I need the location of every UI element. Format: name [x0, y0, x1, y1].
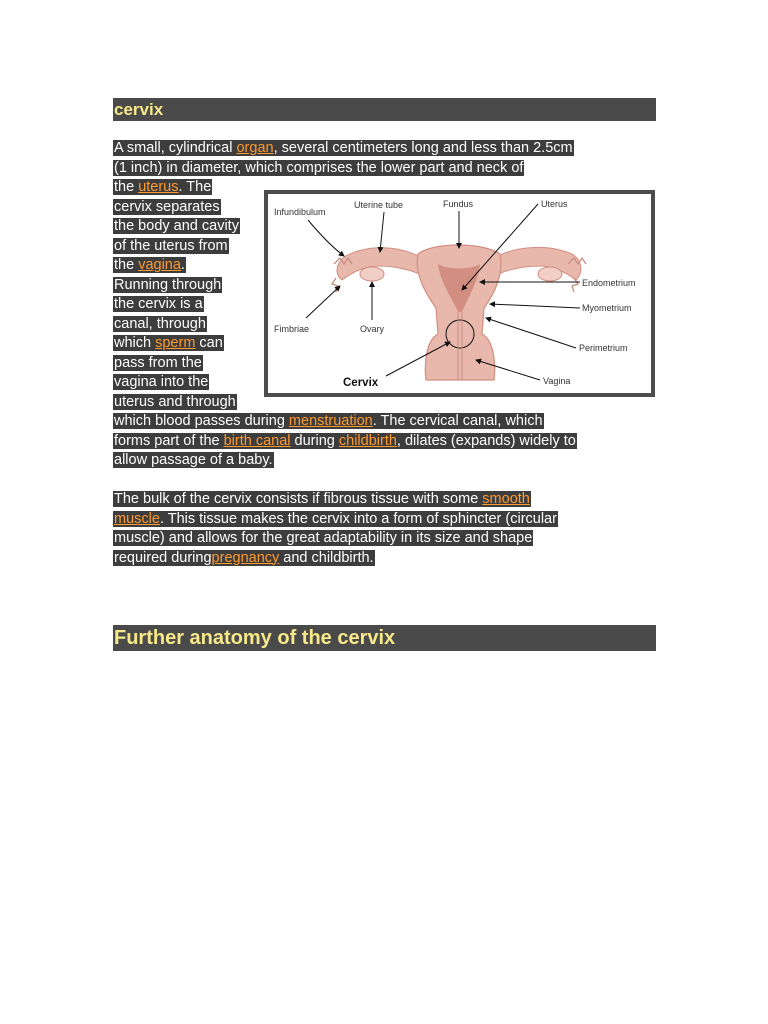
text-segment: the [114, 257, 139, 273]
label-cervix: Cervix [343, 377, 379, 389]
left-ovary [360, 267, 384, 281]
uterus-shape [332, 245, 586, 380]
text-segment: A small, cylindrical [114, 140, 237, 156]
text-line: cervix separates [114, 198, 220, 215]
label-uterus: Uterus [541, 199, 568, 209]
label-endometrium: Endometrium [582, 278, 636, 288]
text-segment: and childbirth. [279, 549, 374, 566]
link-smooth-muscle-part2[interactable]: muscle [114, 510, 160, 527]
label-uterine-tube: Uterine tube [354, 200, 404, 210]
text-line: the cervix is a [114, 296, 203, 312]
text-segment: forms part of the [114, 432, 224, 449]
text-segment: The bulk of the cervix consists if fibrous tissue with some [114, 491, 483, 507]
link-pregnancy[interactable]: pregnancy [211, 549, 280, 566]
label-fimbriae: Fimbriae [274, 324, 310, 334]
label-fundus: Fundus [443, 199, 474, 209]
link-sperm[interactable]: sperm [155, 335, 196, 351]
text-segment: can [195, 335, 223, 351]
label-infundibulum: Infundibulum [274, 207, 326, 217]
uterus-body [417, 245, 501, 380]
text-line: the body and cavity [114, 218, 239, 234]
leader-myometrium [490, 304, 580, 308]
text-line: uterus and through [114, 393, 236, 410]
section-heading-cervix: cervix [113, 98, 656, 121]
link-uterus[interactable]: uterus [138, 179, 179, 195]
text-segment: . [180, 257, 185, 273]
leader-perimetrium [486, 318, 576, 348]
label-vagina: Vagina [543, 376, 571, 386]
text-segment: which blood passes during [114, 413, 289, 429]
right-ovary [538, 267, 562, 281]
link-organ[interactable]: organ [236, 140, 274, 156]
link-vagina[interactable]: vagina [138, 257, 181, 273]
text-segment: the [114, 179, 139, 195]
text-line: allow passage of a baby. [114, 452, 273, 468]
leader-uterine-tube [380, 212, 384, 252]
link-menstruation[interactable]: menstruation [288, 413, 373, 429]
diagram-canvas [268, 194, 651, 393]
text-line: muscle) and allows for the great adaptability in its size and shape [114, 530, 533, 546]
cervix-tissue-paragraph [113, 490, 658, 568]
text-segment: , several centimeters long and less than 2.5cm [273, 140, 573, 156]
uterus-illustration [268, 194, 651, 393]
text-line: Running through [114, 276, 222, 293]
text-segment: . The [178, 179, 212, 195]
text-line: vagina into the [114, 374, 209, 390]
text-line: pass from the [114, 354, 202, 371]
text-line: of the uterus from [114, 237, 228, 254]
text-line: canal, through [114, 315, 206, 332]
link-childbirth[interactable]: childbirth [338, 432, 397, 449]
text-segment: . The cervical canal, which [372, 413, 543, 429]
leader-fimbriae [306, 286, 340, 318]
text-segment: , dilates (expands) widely to [396, 432, 576, 449]
text-segment: which [114, 335, 156, 351]
label-perimetrium: Perimetrium [579, 343, 628, 353]
label-ovary: Ovary [360, 324, 385, 334]
uterus-anatomy-diagram [264, 190, 655, 397]
label-myometrium: Myometrium [582, 303, 632, 313]
text-line: (1 inch) in diameter, which comprises the lower part and neck of [114, 159, 524, 176]
text-segment: . This tissue makes the cervix into a form of sphincter (circular [159, 510, 557, 527]
link-birth-canal[interactable]: birth canal [223, 432, 291, 449]
text-segment: required during [114, 549, 212, 566]
leader-infundibulum [308, 220, 344, 256]
link-smooth-muscle-part1[interactable]: smooth [482, 491, 530, 507]
text-segment: during [290, 432, 339, 449]
section-heading-further-anatomy: Further anatomy of the cervix [113, 625, 656, 651]
